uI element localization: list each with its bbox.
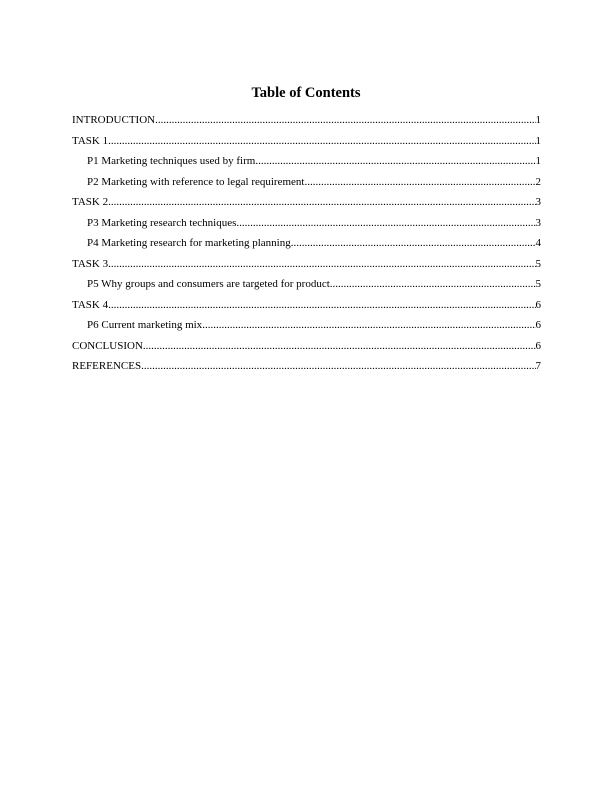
- toc-title: Table of Contents: [251, 85, 361, 101]
- toc-entry-label: TASK 4: [72, 298, 109, 311]
- toc-entry[interactable]: [72, 175, 541, 196]
- toc-entry-page-number: 3: [535, 216, 541, 229]
- toc-entry-page-number: 3: [535, 196, 541, 208]
- toc-entry-label: P2 Marketing with reference to legal requirement: [87, 175, 305, 188]
- toc-entry-label: P4 Marketing research for marketing planning: [87, 237, 291, 249]
- toc-entry-page-number: 2: [535, 175, 541, 188]
- toc-list: [72, 113, 541, 380]
- toc-dot-leader: [291, 236, 536, 250]
- toc-entry-label: REFERENCES: [72, 360, 142, 372]
- toc-entry[interactable]: [72, 113, 541, 134]
- toc-entry-page-number: 6: [535, 339, 541, 352]
- toc-entry-label: P1 Marketing techniques used by firm: [87, 155, 256, 167]
- toc-entry-page-number: 6: [535, 298, 541, 311]
- toc-dot-leader: [236, 216, 535, 230]
- toc-entry-label: P3 Marketing research techniques: [87, 216, 237, 229]
- toc-entry[interactable]: [72, 236, 541, 257]
- toc-dot-leader: [255, 154, 535, 168]
- toc-entry-label: TASK 3: [72, 257, 109, 270]
- toc-entry[interactable]: [72, 216, 541, 237]
- toc-entry-label: P5 Why groups and consumers are targeted for product: [87, 278, 330, 290]
- toc-dot-leader: [108, 195, 535, 209]
- toc-entry-page-number: 6: [535, 319, 541, 331]
- toc-entry[interactable]: [72, 195, 541, 216]
- toc-entry-page-number: 1: [535, 155, 541, 167]
- toc-dot-leader: [155, 113, 535, 127]
- toc-entry-page-number: 5: [535, 257, 541, 270]
- toc-entry[interactable]: [72, 134, 541, 155]
- toc-entry[interactable]: [72, 257, 541, 278]
- toc-entry-label: CONCLUSION: [72, 339, 143, 352]
- toc-entry-label: P6 Current marketing mix: [87, 319, 203, 331]
- toc-entry[interactable]: [72, 359, 541, 380]
- toc-dot-leader: [304, 175, 535, 189]
- toc-entry[interactable]: [72, 339, 541, 360]
- toc-entry-label: TASK 2: [72, 196, 109, 208]
- toc-dot-leader: [108, 298, 535, 312]
- toc-dot-leader: [108, 134, 535, 148]
- toc-entry-page-number: 7: [535, 360, 541, 372]
- toc-entry-page-number: 5: [535, 278, 541, 290]
- toc-entry-page-number: 1: [535, 134, 541, 147]
- toc-entry[interactable]: [72, 154, 541, 175]
- toc-dot-leader: [202, 318, 535, 332]
- toc-entry[interactable]: [72, 277, 541, 298]
- toc-dot-leader: [141, 359, 535, 373]
- toc-dot-leader: [108, 257, 535, 271]
- toc-entry-page-number: 4: [535, 237, 541, 249]
- toc-entry-label: INTRODUCTION: [72, 114, 156, 126]
- toc-dot-leader: [143, 339, 536, 353]
- toc-entry-page-number: 1: [535, 114, 541, 126]
- toc-entry[interactable]: [72, 298, 541, 319]
- toc-dot-leader: [330, 277, 536, 291]
- toc-entry-label: TASK 1: [72, 134, 109, 147]
- toc-entry[interactable]: [72, 318, 541, 339]
